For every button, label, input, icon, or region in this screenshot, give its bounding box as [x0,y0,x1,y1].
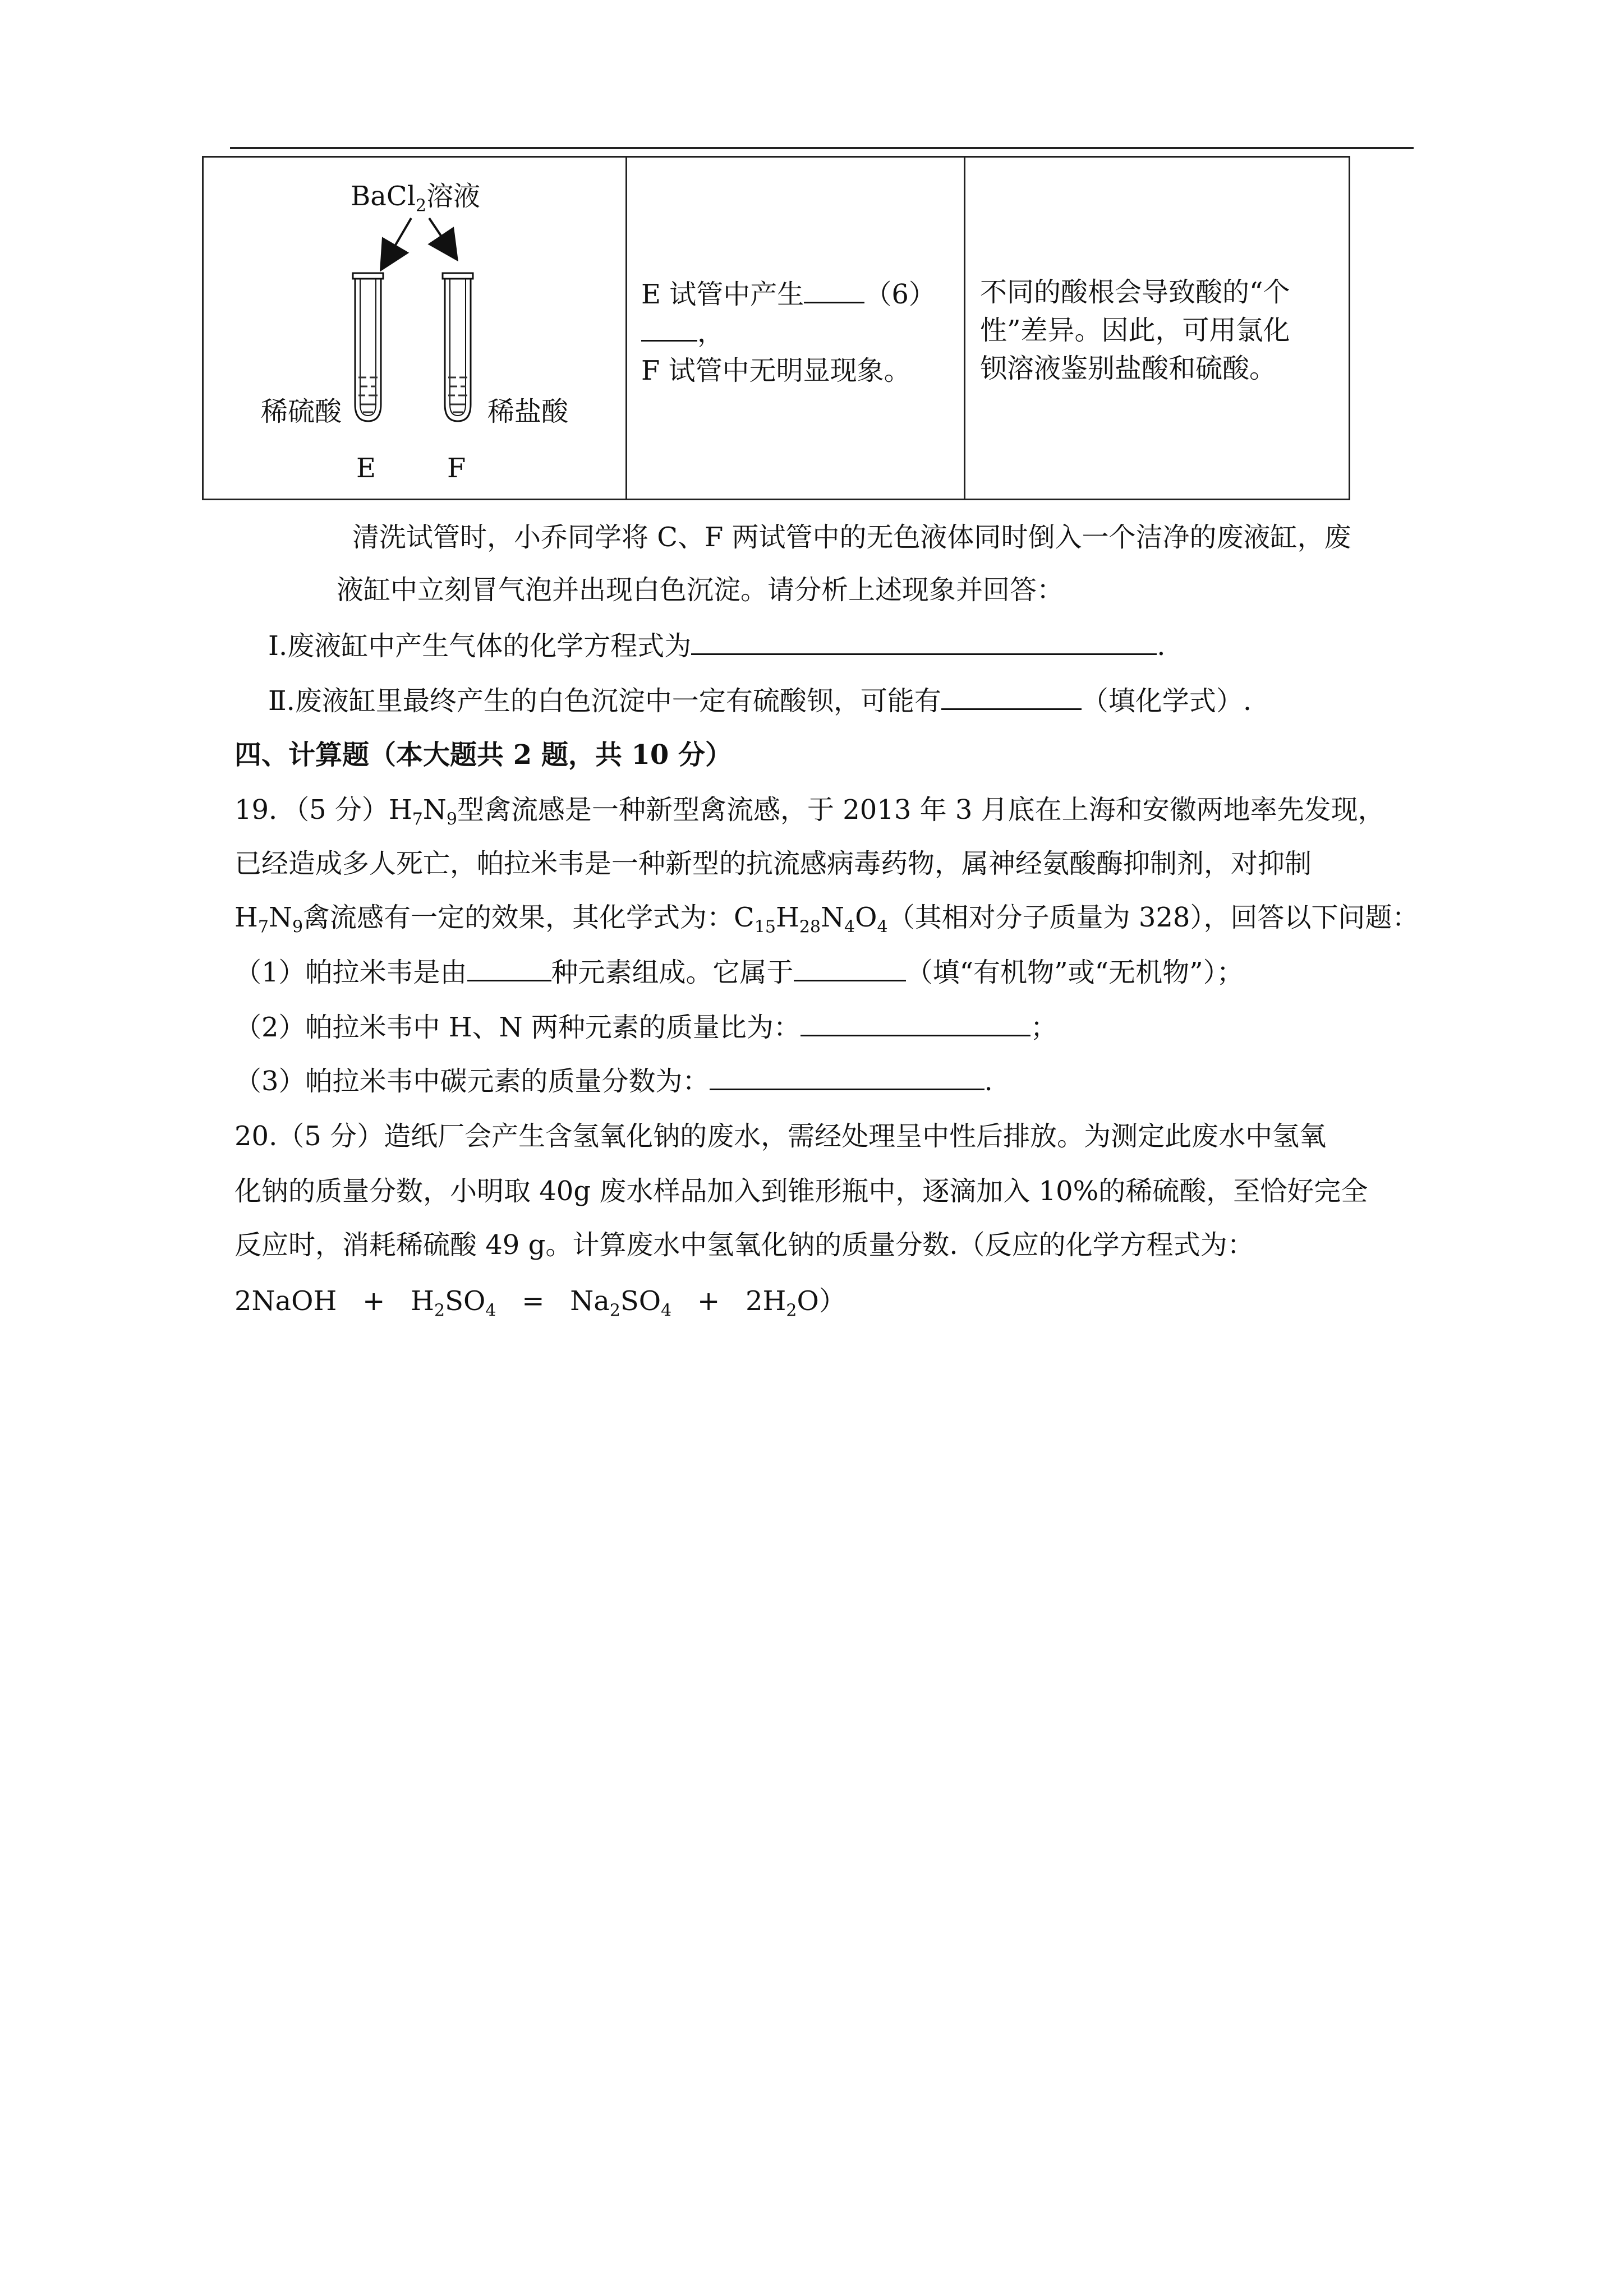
q20-line3: 反应时，消耗稀硫酸 49 g。计算废水中氢氧化钠的质量分数.（反应的化学方程式为： [234,1229,1254,1261]
right-arrow [429,218,453,254]
q19-line1: 19．（5 分）$H_7N_9$型禽流感是一种新型禽流感，于 2013 年 3 月底在上海和安徽两地率先发现， [234,794,1385,829]
q20-line1: 20.（5 分）造纸厂会产生含氢氧化钠的废水，需经处理呈中性后排放。为测定此废水中氢氧 [234,1121,1327,1152]
right-tube-id: F [447,453,466,484]
right-tube-liquid-label: 稀盐酸 [487,396,569,427]
answer-blank-compound-type [794,957,906,981]
q19-line2: 已经造成多人死亡，帕拉米韦是一种新型的抗流感病毒药物，属神经氨酸酶抑制剂，对抑制 [234,848,1312,879]
q19-subquestion-1: （1）帕拉米韦是由 种元素组成。它属于 （填“有机物”或“无机物”）； [234,957,1244,988]
left-tube-liquid-label: 稀硫酸 [261,396,342,427]
q19-subquestion-2: （2）帕拉米韦中 H、N 两种元素的质量比为： ； [234,1012,1057,1043]
right-test-tube [443,273,473,421]
q20-line2: 化钠的质量分数，小明取 40g 废水样品加入到锥形瓶中，逐滴加入 10%的稀硫酸，至恰好完全 [234,1175,1368,1207]
table-divider-1 [625,158,627,499]
analysis-question-2: Ⅱ.废液缸里最终产生的白色沉淀中一定有硫酸钡，可能有 （填化学式）. [268,685,1252,717]
left-arrow [384,218,411,264]
analysis-paragraph-line1: 清洗试管时，小乔同学将 C、F 两试管中的无色液体同时倒入一个洁净的废液缸，废 [352,522,1351,553]
left-test-tube [353,273,383,421]
analysis-paragraph-line2: 液缸中立刻冒气泡并出现白色沉淀。请分析上述现象并回答： [337,574,1064,606]
left-tube-id: E [356,453,376,484]
experiment-table [202,156,1350,500]
q19-line3: $H_7N_9$禽流感有一定的效果，其化学式为：$C_{15}H_{28}N_4O_4$（其相对分子质量为 328），回答以下问题： [234,902,1419,937]
reagent-label: BaCl$_2$溶液 [351,181,481,216]
blank-6-line2 [641,317,697,342]
q19-subquestion-3: （3）帕拉米韦中碳元素的质量分数为： . [234,1066,993,1097]
answer-blank-element-count [467,957,551,981]
q20-equation: 2NaOH + $H_2SO_4 = Na_2SO_4 + 2H_2O$） [234,1285,846,1321]
answer-blank-q1 [691,631,1157,655]
conclusion-cell: 不同的酸根会导致酸的“个 性”差异。因此，可用氯化 钡溶液鉴别盐酸和硫酸。 [980,276,1290,384]
phenomenon-cell: E 试管中产生 （6） ， F 试管中无明显现象。 [641,279,936,386]
analysis-question-1: Ⅰ.废液缸中产生气体的化学方程式为 . [268,630,1166,662]
answer-blank-mass-fraction [710,1066,984,1090]
section-heading: 四、计算题（本大题共 2 题，共 10 分） [234,739,733,771]
blank-6-line1 [804,279,864,303]
table-divider-2 [964,158,965,499]
header-rule [230,147,1414,149]
answer-blank-mass-ratio [801,1012,1030,1036]
answer-blank-q2 [941,686,1082,710]
test-tube-figure [204,158,625,500]
